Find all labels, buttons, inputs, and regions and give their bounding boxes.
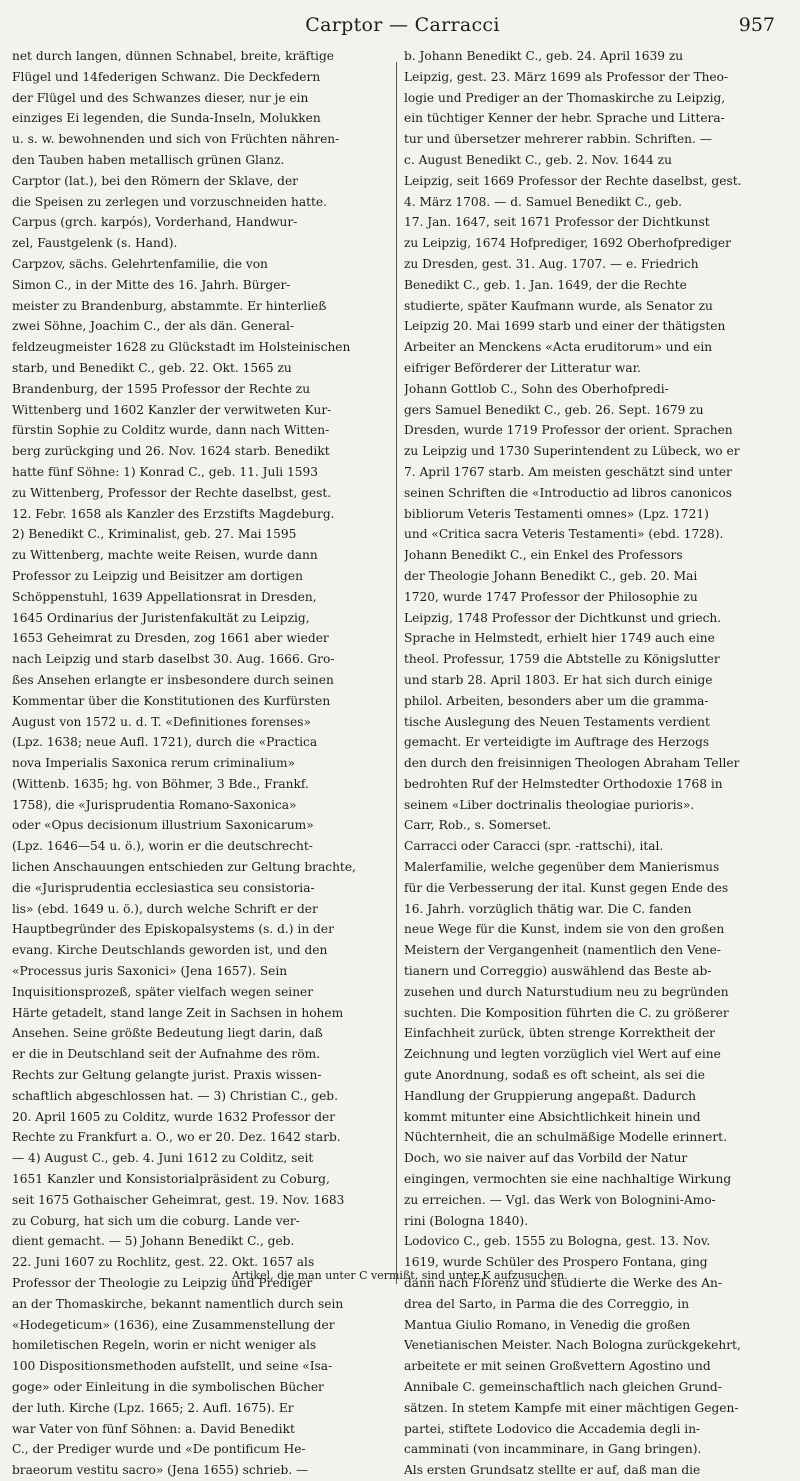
text-line: Schöppenstuhl, 1639 Appellationsrat in Dresden, (12, 589, 317, 604)
text-line: rini (Bologna 1840). (404, 1213, 529, 1228)
text-line: — 4) August C., geb. 4. Juni 1612 zu Colditz, seit (12, 1151, 314, 1166)
text-line: Als ersten Grundsatz stellte er auf, daß man die (404, 1463, 701, 1478)
text-line: zu erreichen. — Vgl. das Werk von Bolognini-Amo- (404, 1192, 716, 1207)
text-line: Annibale C. gemeinschaftlich nach gleichen Grund- (404, 1380, 722, 1394)
text-line: Dresden, wurde 1719 Professor der orient. Sprachen (404, 423, 733, 438)
text-line: nova Imperialis Saxonica rerum criminalium» (12, 756, 295, 771)
text-line: braeorum vestitu sacro» (Jena 1655) schrieb. — (12, 1463, 309, 1478)
text-line: Inquisitionsprozeß, später vielfach wegen seiner (12, 984, 314, 999)
text-line: lis» (ebd. 1649 u. ö.), durch welche Schrift er der (12, 901, 318, 916)
text-line: nach Leipzig und starb daselbst 30. Aug. 1666. Gro- (12, 652, 335, 667)
text-line: für die Verbesserung der ital. Kunst gegen Ende des (404, 880, 729, 895)
text-line: evang. Kirche Deutschlands geworden ist, und den (12, 943, 328, 958)
text-line: Kommentar über die Konstitutionen des Kurfürsten (12, 693, 331, 708)
text-line: oder «Opus decisionum illustrium Saxonicarum» (12, 818, 314, 833)
text-line: Leipzig, 1748 Professor der Dichtkunst und griech. (404, 610, 722, 625)
text-line: Ansehen. Seine größte Bedeutung liegt darin, daß (12, 1026, 323, 1041)
text-line: Rechte zu Frankfurt a. O., wo er 20. Dez. 1642 starb. (12, 1130, 341, 1145)
text-line: zel, Faustgelenk (s. Hand). (12, 236, 178, 251)
text-line: sätzen. In stetem Kampfe mit einer mächtigen Gegen- (404, 1400, 739, 1415)
text-line: Nüchternheit, die an schulmäßige Modelle erinnert. (404, 1130, 727, 1145)
text-line: zu Wittenberg, machte weite Reisen, wurde dann (12, 548, 318, 563)
left-column (12, 46, 382, 1481)
text-line: (Lpz. 1646—54 u. ö.), worin er die deutschrecht- (12, 839, 313, 854)
text-line: camminati (von incamminare, in Gang bringen). (404, 1442, 702, 1457)
text-line: Johann Gottlob C., Sohn des Oberhofpredi- (404, 381, 669, 396)
text-line: Lodovico C., geb. 1555 zu Bologna, gest. 13. Nov. (404, 1234, 711, 1249)
text-line: c. August Benedikt C., geb. 2. Nov. 1644 zu (404, 152, 672, 167)
text-line: 1653 Geheimrat zu Dresden, zog 1661 aber wieder (12, 631, 329, 646)
text-line: «Hodegeticum» (1636), eine Zusammenstellung der (12, 1317, 335, 1332)
text-line: dann nach Florenz und studierte die Werke des An- (404, 1276, 723, 1291)
text-line: Flügel und 14federigen Schwanz. Die Deckfedern (12, 69, 321, 84)
text-line: studierte, später Kaufmann wurde, als Senator zu (404, 298, 713, 313)
text-line: Brandenburg, der 1595 Professor der Rechte zu (12, 381, 311, 396)
text-line: Carracci oder Caracci (spr. -rattschi), ital. (404, 839, 664, 854)
text-line: Leipzig, seit 1669 Professor der Rechte daselbst, gest. (404, 173, 742, 188)
text-line: goge» oder Einleitung in die symbolischen Bücher (12, 1380, 324, 1394)
text-line: seit 1675 Gothaischer Geheimrat, gest. 19. Nov. 1683 (12, 1192, 345, 1207)
text-line: lichen Anschauungen entschieden zur Geltung brachte, (12, 860, 356, 875)
text-line: 1758), die «Jurisprudentia Romano-Saxonica» (12, 797, 297, 812)
text-line: Simon C., in der Mitte des 16. Jahrh. Bürger- (12, 277, 291, 292)
text-line: 1720, wurde 1747 Professor der Philosophie zu (404, 589, 698, 604)
text-line: er die in Deutschland seit der Aufnahme des röm. (12, 1047, 321, 1062)
text-line: war Vater von fünf Söhnen: a. David Benedikt (12, 1421, 295, 1436)
text-line: Johann Benedikt C., ein Enkel des Professors (404, 548, 683, 563)
text-line: kommt mitunter eine Absichtlichkeit hinein und (404, 1109, 701, 1124)
text-line: gemacht. Er verteidigte im Auftrage des Herzogs (404, 735, 710, 750)
text-line: Härte getadelt, stand lange Zeit in Sachsen in hohem (12, 1005, 344, 1020)
text-line: Leipzig 20. Mai 1699 starb und einer der thätigsten (404, 319, 726, 334)
text-line: den durch den freisinnigen Theologen Abraham Teller (404, 756, 740, 771)
text-line: partei, stiftete Lodovico die Accademia degli in- (404, 1421, 701, 1436)
text-line: suchten. Die Komposition führten die C. zu größerer (404, 1005, 729, 1020)
page-footer-note: Artikel, die man unter C vermißt, sind unter K aufzusuchen. (232, 1269, 568, 1282)
text-line: Carptor (lat.), bei den Römern der Sklave, der (12, 173, 299, 188)
text-line: Rechts zur Geltung gelangte jurist. Praxis wissen- (12, 1068, 322, 1083)
text-line: 12. Febr. 1658 als Kanzler des Erzstifts Magdeburg. (12, 506, 335, 521)
text-line: 20. April 1605 zu Colditz, wurde 1632 Professor der (12, 1109, 336, 1124)
text-line: zwei Söhne, Joachim C., der als dän. General- (12, 319, 294, 334)
text-line: neue Wege für die Kunst, indem sie von den großen (404, 922, 725, 937)
text-line: fürstin Sophie zu Colditz wurde, dann nach Witten- (12, 423, 330, 438)
text-line: bedrohten Ruf der Helmstedter Orthodoxie 1768 in (404, 776, 723, 791)
text-line: die «Jurisprudentia ecclesiastica seu consistoria- (12, 880, 315, 895)
text-line: Arbeiter an Menckens «Acta eruditorum» und ein (404, 340, 713, 355)
text-line: ein tüchtiger Kenner der hebr. Sprache und Littera- (404, 111, 725, 126)
text-line: logie und Prediger an der Thomaskirche zu Leipzig, (404, 90, 726, 105)
text-line: Einfachheit zurück, übten strenge Korrektheit der (404, 1026, 715, 1041)
text-line: einziges Ei legenden, die Sunda-Inseln, Molukken (12, 111, 321, 126)
text-line: (Lpz. 1638; neue Aufl. 1721), durch die «Practica (12, 735, 318, 750)
page-title: Carptor — Carracci (305, 14, 500, 36)
text-line: tur und übersetzer mehrerer rabbin. Schriften. — (404, 132, 712, 147)
text-line: gute Anordnung, sodaß es oft scheint, als sei die (404, 1068, 705, 1083)
text-line: und starb 28. April 1803. Er hat sich durch einige (404, 672, 713, 687)
text-line: seinem «Liber doctrinalis theologiae purioris». (404, 797, 695, 812)
text-line: theol. Professur, 1759 die Abtstelle zu Königslutter (404, 652, 720, 667)
text-line: Carpzov, sächs. Gelehrtenfamilie, die von (12, 256, 268, 271)
text-line: zu Coburg, hat sich um die coburg. Lande ver- (12, 1213, 300, 1228)
text-line: (Wittenb. 1635; hg. von Böhmer, 3 Bde., Frankf. (12, 776, 309, 791)
text-line: 1651 Kanzler und Konsistorialpräsident zu Coburg, (12, 1172, 330, 1187)
text-line: 100 Dispositionsmethoden aufstellt, und seine «Isa- (12, 1359, 333, 1374)
text-line: eingingen, vermochten sie eine nachhaltige Wirkung (404, 1172, 732, 1187)
text-line: feldzeugmeister 1628 zu Glückstadt im Holsteinischen (12, 340, 351, 355)
text-line: eifriger Beförderer der Litteratur war. (404, 360, 641, 375)
text-line: zusehen und durch Naturstudium neu zu begründen (404, 984, 729, 999)
text-line: Malerfamilie, welche gegenüber dem Manierismus (404, 860, 720, 875)
text-line: dient gemacht. — 5) Johann Benedikt C., geb. (12, 1234, 295, 1249)
text-line: 16. Jahrh. vorzüglich thätig war. Die C. fanden (404, 901, 692, 916)
text-line: Meistern der Vergangenheit (namentlich den Vene- (404, 943, 721, 958)
text-line: Mantua Giulio Romano, in Venedig die großen (404, 1317, 691, 1332)
text-line: Benedikt C., geb. 1. Jan. 1649, der die Rechte (404, 277, 687, 292)
column-divider (396, 62, 397, 1284)
text-line: 2) Benedikt C., Kriminalist, geb. 27. Mai 1595 (12, 527, 297, 542)
text-line: meister zu Brandenburg, abstammte. Er hinterließ (12, 298, 327, 313)
page-number: 957 (738, 14, 775, 36)
text-line: berg zurückging und 26. Nov. 1624 starb. Benedikt (12, 444, 330, 459)
text-line: C., der Prediger wurde und «De pontificum He- (12, 1442, 306, 1457)
text-line: 4. März 1708. — d. Samuel Benedikt C., geb. (404, 194, 683, 209)
text-line: ßes Ansehen erlangte er insbesondere durch seinen (12, 672, 334, 687)
text-line: der Theologie Johann Benedikt C., geb. 20. Mai (404, 568, 698, 583)
text-line: die Speisen zu zerlegen und vorzuschneiden hatte. (12, 194, 328, 209)
text-line: an der Thomaskirche, bekannt namentlich durch sein (12, 1296, 344, 1311)
text-line: Sprache in Helmstedt, erhielt hier 1749 auch eine (404, 631, 715, 646)
text-line: seinen Schriften die «Introductio ad libros canonicos (404, 485, 732, 500)
text-line: Carr, Rob., s. Somerset. (404, 818, 552, 833)
text-line: starb, und Benedikt C., geb. 22. Okt. 1565 zu (12, 360, 292, 375)
text-line: tianern und Correggio) auswählend das Beste ab- (404, 964, 712, 979)
text-line: der Flügel und des Schwanzes dieser, nur je ein (12, 90, 309, 105)
text-line: Hauptbegründer des Episkopalsystems (s. d.) in der (12, 922, 334, 937)
text-line: b. Johann Benedikt C., geb. 24. April 1639 zu (404, 49, 684, 63)
text-line: Handlung der Gruppierung angepaßt. Dadurch (404, 1088, 697, 1103)
text-line: drea del Sarto, in Parma die des Correggio, in (404, 1296, 690, 1311)
text-line: zu Wittenberg, Professor der Rechte daselbst, gest. (12, 485, 332, 500)
text-line: 17. Jan. 1647, seit 1671 Professor der Dichtkunst (404, 215, 710, 230)
text-line: zu Leipzig und 1730 Superintendent zu Lübeck, wo er (404, 444, 740, 459)
text-line: Zeichnung und legten vorzüglich viel Wert auf eine (404, 1047, 721, 1062)
text-line: Venetianischen Meister. Nach Bologna zurückgekehrt, (404, 1338, 741, 1353)
text-line: gers Samuel Benedikt C., geb. 26. Sept. 1679 zu (404, 402, 704, 417)
text-line: philol. Arbeiten, besonders aber um die gramma- (404, 693, 709, 708)
page-header (30, 14, 775, 42)
text-line: Leipzig, gest. 23. März 1699 als Professor der Theo- (404, 69, 729, 84)
text-line: Professor der Theologie zu Leipzig und Prediger (12, 1276, 313, 1291)
text-line: Doch, wo sie naiver auf das Vorbild der Natur (404, 1151, 688, 1166)
text-line: 1645 Ordinarius der Juristenfakultät zu Leipzig, (12, 610, 310, 625)
text-line: Professor zu Leipzig und Beisitzer am dortigen (12, 568, 303, 583)
text-line: homiletischen Regeln, worin er nicht weniger als (12, 1338, 317, 1353)
text-line: zu Dresden, gest. 31. Aug. 1707. — e. Friedrich (404, 256, 699, 271)
text-line: den Tauben haben metallisch grünen Glanz. (12, 152, 285, 167)
text-line: net durch langen, dünnen Schnabel, breite, kräftige (12, 49, 334, 63)
text-line: und «Critica sacra Veteris Testamenti» (ebd. 1728). (404, 527, 724, 542)
text-line: bibliorum Veteris Testamenti omnes» (Lpz. 1721) (404, 506, 709, 521)
text-line: Wittenberg und 1602 Kanzler der verwitweten Kur- (12, 402, 332, 417)
text-line: der luth. Kirche (Lpz. 1665; 2. Aufl. 1675). Er (12, 1400, 294, 1415)
text-line: schaftlich abgeschlossen hat. — 3) Christian C., geb. (12, 1088, 338, 1103)
right-column (404, 46, 784, 1481)
text-line: August von 1572 u. d. T. «Definitiones forenses» (12, 714, 311, 729)
text-line: u. s. w. bewohnenden und sich von Früchten nähren- (12, 132, 340, 147)
text-line: tische Auslegung des Neuen Testaments verdient (404, 714, 710, 729)
text-line: Carpus (grch. karpós), Vorderhand, Handwur- (12, 215, 298, 230)
text-line: 7. April 1767 starb. Am meisten geschätzt sind unter (404, 464, 732, 479)
text-line: hatte fünf Söhne: 1) Konrad C., geb. 11. Juli 1593 (12, 464, 319, 479)
text-line: 22. Juni 1607 zu Rochlitz, gest. 22. Okt. 1657 als (12, 1255, 315, 1270)
text-line: zu Leipzig, 1674 Hofprediger, 1692 Oberhofprediger (404, 236, 731, 251)
text-line: arbeitete er mit seinen Großvettern Agostino und (404, 1359, 711, 1374)
text-line: «Processus juris Saxonici» (Jena 1657). Sein (12, 964, 288, 979)
text-line: 1619, wurde Schüler des Prospero Fontana, ging (404, 1255, 708, 1270)
